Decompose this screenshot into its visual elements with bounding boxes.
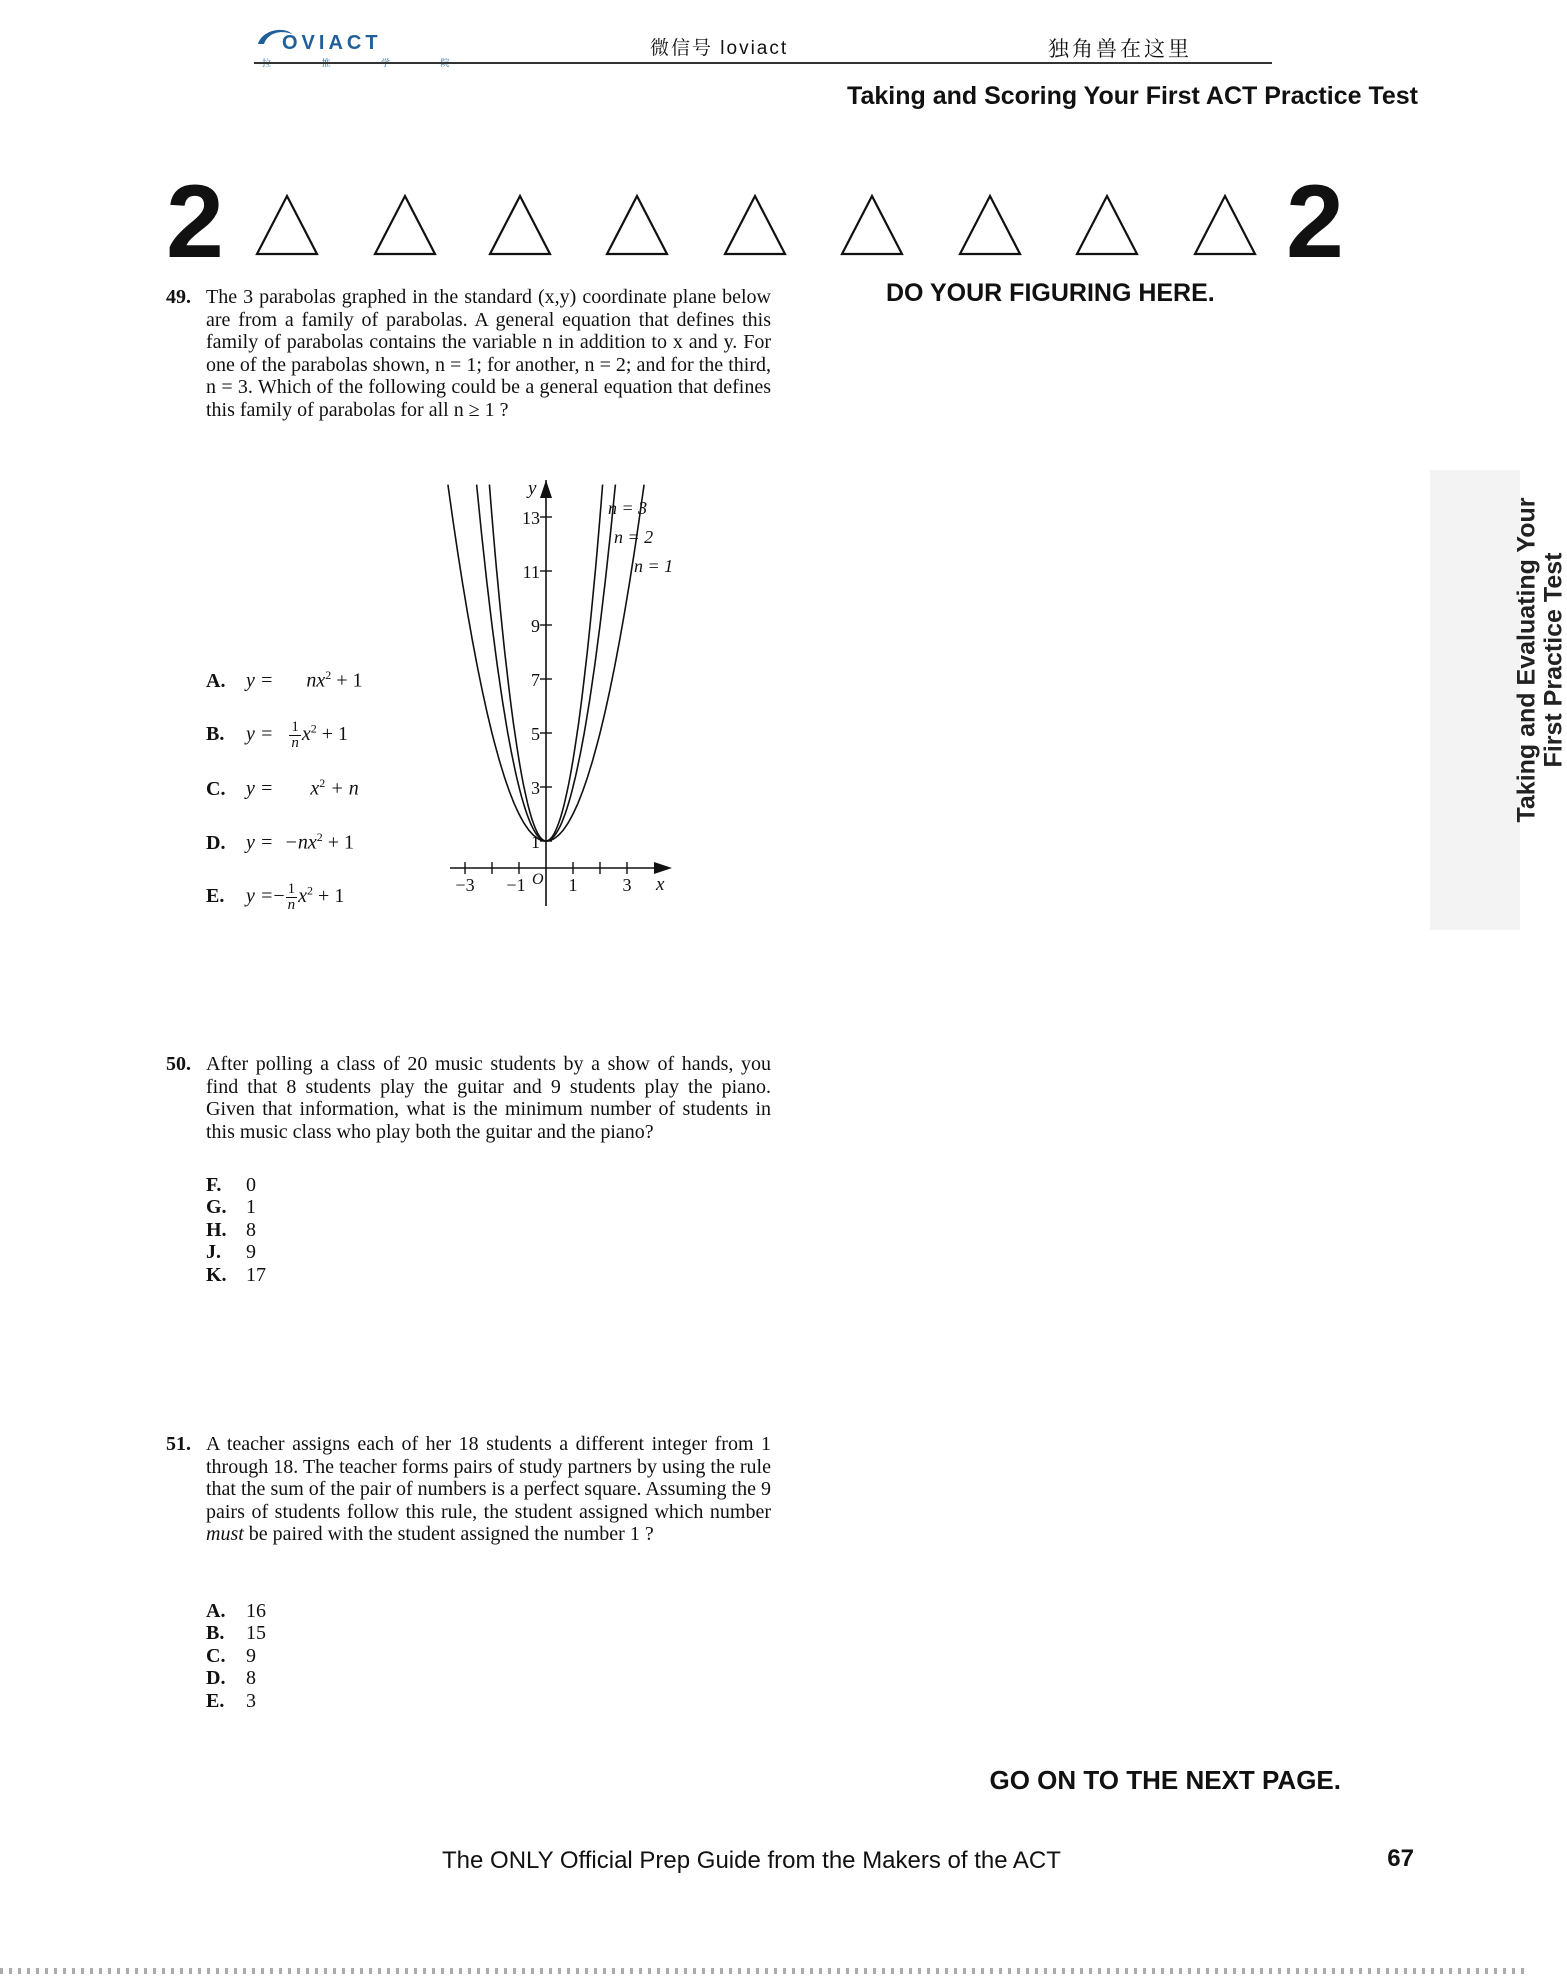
- origin-label: O: [532, 871, 544, 888]
- choice-c[interactable]: C. $y = x^2 + n$: [206, 776, 359, 800]
- section-number-right: 2: [1286, 164, 1344, 280]
- y-tick-label: 1: [531, 832, 540, 852]
- choice-a[interactable]: A. $y = nx^2 + 1$: [206, 668, 363, 692]
- triangle-icon: [1195, 196, 1255, 254]
- triangle-row: [255, 194, 1285, 256]
- choice-g[interactable]: G. 1: [206, 1196, 256, 1219]
- x-tick-label: 1: [568, 875, 578, 895]
- choice-j[interactable]: J. 9: [206, 1241, 256, 1264]
- choice-h[interactable]: H. 8: [206, 1218, 256, 1241]
- curve-label-n1: n = 1: [634, 556, 674, 576]
- question-text: A teacher assigns each of her 18 students a different integer from 1 through 18. The teacher forms pairs of study partners by using the rule that the sum of the pair of numbers is a perfect square. Assuming the 9 pairs of students follow this rule, the student assigned which number: [206, 1433, 771, 1523]
- question-51: [166, 1433, 771, 1546]
- triangle-icon: [490, 196, 550, 254]
- choice-f[interactable]: F. 0: [206, 1174, 256, 1196]
- x-tick-label: 3: [622, 875, 632, 895]
- choice-e[interactable]: E. 3: [206, 1689, 256, 1712]
- header-slogan: 独角兽在这里: [1048, 38, 1192, 61]
- choice-b[interactable]: B. 15: [206, 1622, 266, 1645]
- x-axis-arrow-icon: [654, 862, 672, 874]
- logo-subtitle: 拉 推 学 院: [262, 58, 474, 68]
- figuring-label: DO YOUR FIGURING HERE.: [886, 279, 1215, 307]
- triangle-icon: [607, 196, 667, 254]
- x-tick-label: −1: [506, 875, 526, 895]
- y-tick-label: 7: [531, 670, 540, 690]
- triangle-icon: [257, 196, 317, 254]
- triangle-icon: [842, 196, 902, 254]
- curve-label-n2: n = 2: [614, 527, 654, 547]
- curve-label-n3: n = 3: [608, 498, 648, 518]
- header-divider: [254, 62, 1272, 64]
- choice-e[interactable]: E. y =− $\frac{1}{n}$ $x^2 + 1$: [206, 881, 345, 913]
- y-tick-label: 3: [531, 778, 540, 798]
- choice-d[interactable]: D. 8: [206, 1667, 256, 1690]
- triangle-icon: [960, 196, 1020, 254]
- triangle-icon: [725, 196, 785, 254]
- y-tick-label: 5: [531, 724, 540, 744]
- page-number: 67: [1387, 1845, 1414, 1872]
- side-tab-background: [1430, 470, 1520, 930]
- side-tab-line1: Taking and Evaluating Your: [1512, 497, 1541, 823]
- x-axis-label: x: [656, 874, 665, 895]
- question-49: [166, 286, 771, 421]
- question-text: After polling a class of 20 music students by a show of hands, you find that 8 students play the guitar and 9 students play the piano. Given that information, what is the minimum number of students in this music class who play both the guitar and the piano?: [206, 1053, 771, 1143]
- question-emphasis: must: [206, 1523, 244, 1545]
- scan-edge-artifact: [0, 1968, 1524, 1974]
- question-50: [166, 1053, 771, 1143]
- triangle-icon: [1077, 196, 1137, 254]
- parabola-graph: [430, 470, 690, 910]
- y-tick-label: 13: [522, 508, 540, 528]
- running-head: Taking and Scoring Your First ACT Practice Test: [847, 82, 1418, 110]
- side-tab-line2: First Practice Test: [1539, 552, 1567, 768]
- side-tab-label: [1514, 480, 1567, 840]
- section-number-left: 2: [166, 164, 224, 280]
- y-tick-label: 11: [522, 562, 540, 582]
- go-on-notice: GO ON TO THE NEXT PAGE.: [989, 1765, 1341, 1795]
- question-text-end: be paired with the student assigned the number 1 ?: [243, 1523, 654, 1545]
- y-tick-label: 9: [531, 616, 540, 636]
- choice-k[interactable]: K. 17: [206, 1263, 266, 1286]
- choice-a[interactable]: A. 16: [206, 1600, 266, 1622]
- question-number: 51.: [166, 1433, 191, 1455]
- footer-text: The ONLY Official Prep Guide from the Makers of the ACT: [442, 1847, 1061, 1874]
- choice-c[interactable]: C. 9: [206, 1644, 256, 1667]
- question-text: The 3 parabolas graphed in the standard (x,y) coordinate plane below are from a family of parabolas. A general equation that defines this family of parabolas contains the variable n in addition to x and y. For one of the parabolas shown, n = 1; for another, n = 2; and for the third, n = 3. Which of the following could be a general equation that defines this family of parabolas for all n ≥ 1 ?: [206, 286, 771, 421]
- triangle-icon: [375, 196, 435, 254]
- logo-text: OVIACT: [282, 32, 382, 54]
- choice-d[interactable]: D. $y = -nx^2 + 1$: [206, 830, 355, 854]
- question-number: 50.: [166, 1053, 191, 1075]
- y-axis-arrow-icon: [540, 480, 552, 498]
- wechat-id: 微信号 loviact: [650, 38, 789, 59]
- question-number: 49.: [166, 286, 191, 308]
- q50-choices: [206, 1174, 266, 1286]
- choice-b[interactable]: B. y = $\frac{1}{n}$ $x^2 + 1$: [206, 719, 349, 751]
- y-axis-label: y: [528, 478, 537, 499]
- x-tick-label: −3: [455, 875, 475, 895]
- q51-choices: [206, 1600, 266, 1712]
